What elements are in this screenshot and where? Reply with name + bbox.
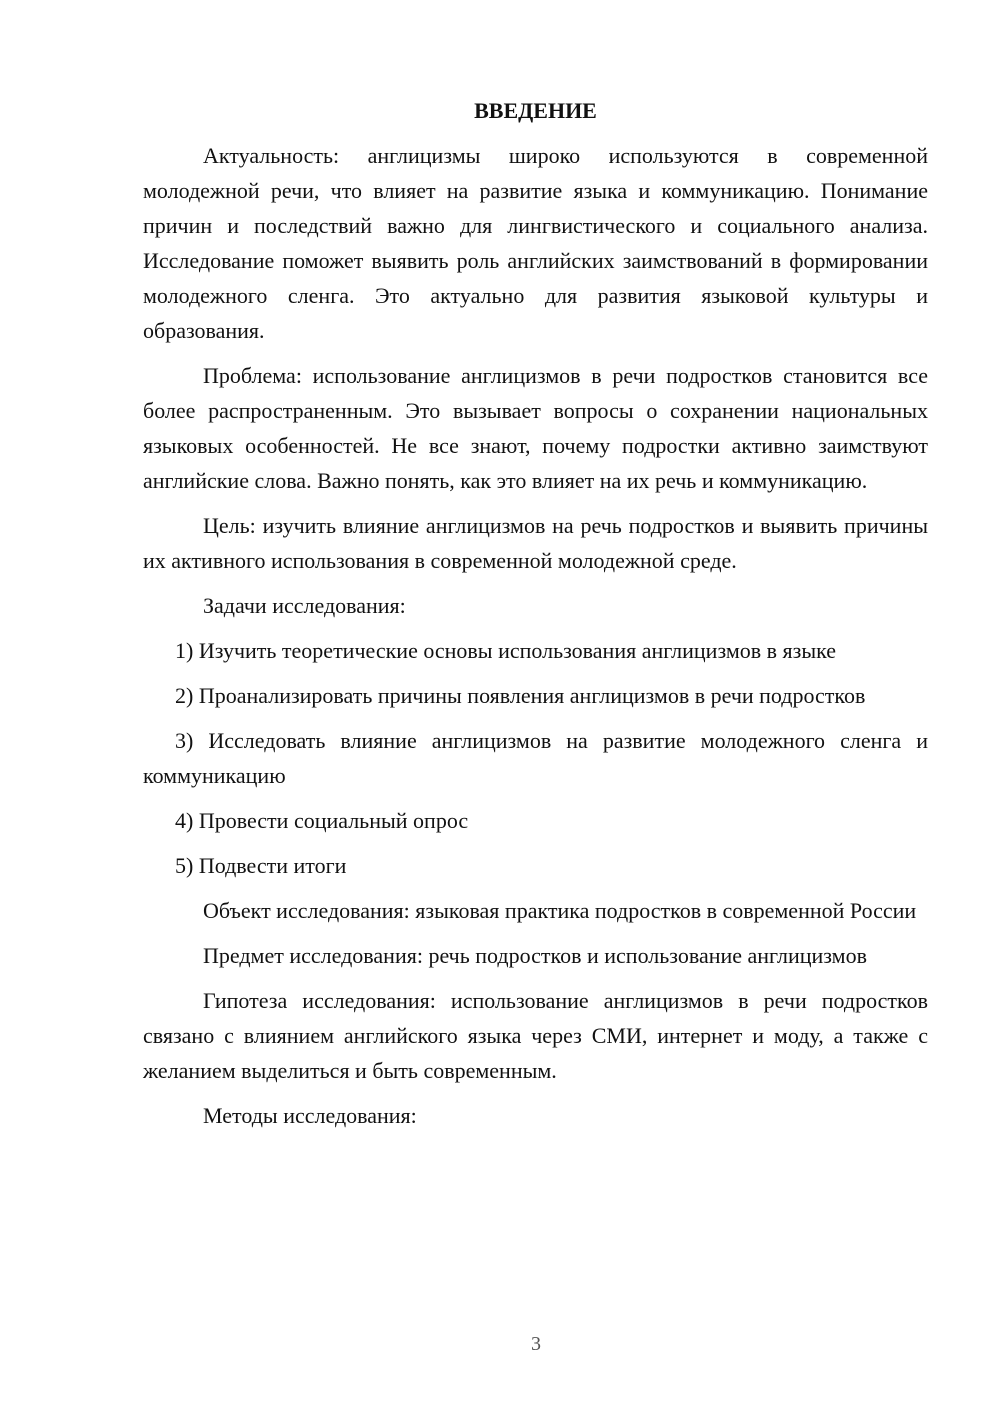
- methods-heading: Методы исследования:: [203, 1103, 417, 1128]
- relevance-paragraph: Актуальность: англицизмы широко используются в современной молодежной речи, что влияет на развитие языка и коммуникацию. Понимание причин и последствий важно для лингвистического и социального анализа. Исследование поможет выявить роль английских заимствований в формировании молодежного сленга. Это актуально для развития языковой культуры и образования.: [143, 143, 928, 343]
- goal-paragraph: Цель: изучить влияние англицизмов на речь подростков и выявить причины их активного использования в современной молодежной среде.: [143, 513, 928, 573]
- problem-paragraph: Проблема: использование англицизмов в речи подростков становится все более распространенным. Это вызывает вопросы о сохранении национальных языковых особенностей. Не все знают, почему подростки активно заимствуют английские слова. Важно понять, как это влияет на их речь и коммуникацию.: [143, 363, 928, 493]
- subject-paragraph: Предмет исследования: речь подростков и использование англицизмов: [203, 943, 867, 968]
- task-item-1: 1) Изучить теоретические основы использования англицизмов в языке: [175, 638, 837, 663]
- task-item-2: 2) Проанализировать причины появления англицизмов в речи подростков: [175, 683, 866, 708]
- section-title: ВВЕДЕНИЕ: [474, 98, 597, 123]
- object-paragraph: Объект исследования: языковая практика подростков в современной России: [203, 898, 917, 923]
- hypothesis-paragraph: Гипотеза исследования: использование англицизмов в речи подростков связано с влиянием английского языка через СМИ, интернет и моду, а также с желанием выделиться и быть современным.: [143, 988, 928, 1083]
- task-item-5: 5) Подвести итоги: [175, 853, 347, 878]
- task-item-4: 4) Провести социальный опрос: [175, 808, 469, 833]
- page-content: [143, 96, 928, 1143]
- page-number: 3: [531, 1333, 541, 1355]
- task-item-3: 3) Исследовать влияние англицизмов на развитие молодежного сленга и коммуникацию: [143, 728, 928, 788]
- tasks-heading: Задачи исследования:: [203, 593, 406, 618]
